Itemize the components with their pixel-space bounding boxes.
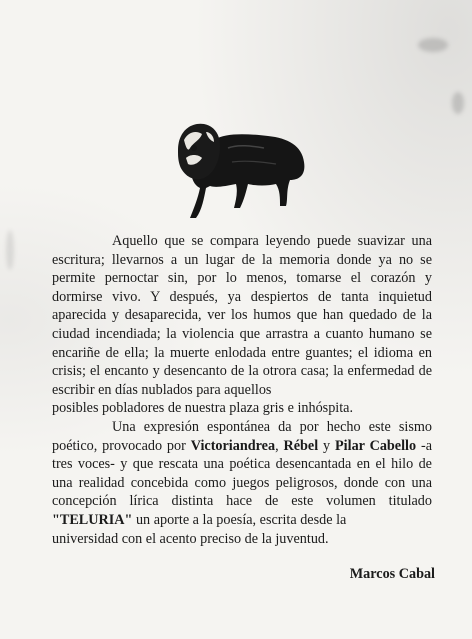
signature: Marcos Cabal <box>349 566 435 582</box>
paragraph-2-part-1: Una expresión espontánea da por hecho este sismo poético, provocado por <box>52 418 432 454</box>
paper-smudge <box>418 38 448 52</box>
paragraph-2 <box>52 418 432 548</box>
paragraph-1-text: Aquello que se compara leyendo puede suavizar una escritura; llevarnos a un lugar de la memoria donde ya no se permite pernoctar sin, por lo menos, tomarse el corazón y dormirse vivo. Y después, ya despiertos de tanta inquietud aparecida y desaparecida, ver los humos que han quedado de la ciudad incendiada; la violencia que arrastra a cuanto humano se encariñe de ella; la muerte enlodada entre guantes; el idioma en crisis; el encanto y desencanto de la otrora casa; la enfermedad de escribir en días nublados para aquellos <box>52 233 432 398</box>
author-name-1: Victoriandrea <box>190 437 276 454</box>
paragraph-1-last-line: posibles pobladores de nuestra plaza gris e inhóspita. <box>52 400 354 417</box>
paper-smudge <box>6 230 14 270</box>
paper-smudge <box>452 92 464 114</box>
paragraph-2-part-2: -a tres voces- y que rescata una poética desencantada en el hilo de una realidad concebida como juegos peligrosos, donde con una concepción lírica distinta hace de este volumen titulado <box>52 437 432 510</box>
paragraph-2-part-3: un aporte a la poesía, escrita desde la <box>132 511 347 528</box>
paragraph-2-separator-2: y <box>318 437 336 454</box>
animal-illustration <box>176 118 306 224</box>
paragraph-1 <box>52 232 432 418</box>
paragraph-2-separator-1: , <box>275 437 284 454</box>
author-name-2: Rébel <box>283 437 319 454</box>
paragraph-2-last-line: universidad con el acento preciso de la juventud. <box>52 530 329 547</box>
book-title: "TELURIA" <box>52 511 133 528</box>
body-text <box>52 232 432 548</box>
author-name-3: Pilar Cabello <box>335 437 417 454</box>
